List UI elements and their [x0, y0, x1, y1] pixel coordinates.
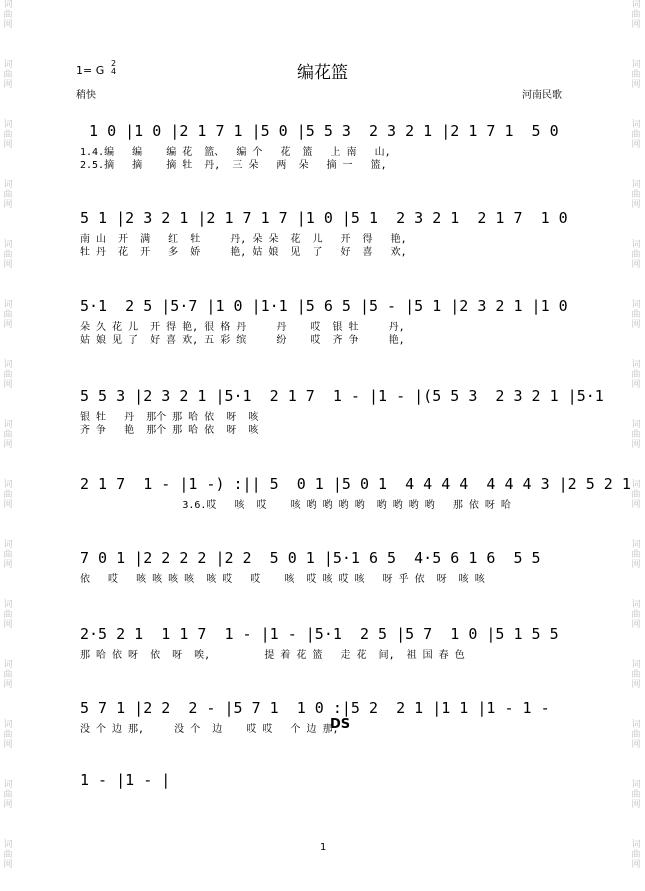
lyrics-verse-2: 姑 娘 见 了 好 喜 欢, 五 彩 缤 纷 哎 齐 争 艳, — [80, 335, 405, 346]
watermark-text: 词 曲 网 — [631, 720, 641, 750]
watermark-text: 词 曲 网 — [631, 480, 641, 510]
song-title: 编花篮 — [297, 63, 348, 83]
watermark-text: 词 曲 网 — [3, 480, 13, 510]
notes-line: 5 5 3 |2 3 2 1 |5·1 2 1 7 1 - |1 - |(5 5 3 2 3 2 1 |5·1 — [80, 387, 604, 405]
watermark-text: 词 曲 网 — [3, 180, 13, 210]
notes-line: 7 0 1 |2 2 2 2 |2 2 5 0 1 |5·1 6 5 4·5 6 1 6 5 5 — [80, 549, 541, 567]
watermark-text: 词 曲 网 — [3, 660, 13, 690]
watermark-right — [628, 0, 644, 891]
lyrics-verse-2: 齐 争 艳 那个 那 哈 依 呀 咳 — [80, 425, 259, 436]
key-signature: 1= G — [76, 64, 105, 77]
lyrics-verse-1: 依 哎 咳 咳 咳 咳 咳 哎 哎 咳 哎 咳 哎 咳 呀 乎 依 呀 咳 咳 — [80, 574, 485, 585]
notes-line: 2·5 2 1 1 1 7 1 - |1 - |5·1 2 5 |5 7 1 0 |5 1 5 5 — [80, 625, 559, 643]
watermark-text: 词 曲 网 — [3, 840, 13, 870]
watermark-text: 词 曲 网 — [631, 240, 641, 270]
watermark-text: 词 曲 网 — [3, 720, 13, 750]
watermark-text: 词 曲 网 — [631, 120, 641, 150]
notes-line: 1 - |1 - | — [80, 771, 171, 789]
watermark-text: 词 曲 网 — [631, 60, 641, 90]
lyrics-verse-2: 牡 丹 花 开 多 娇 艳, 姑 娘 见 了 好 喜 欢, — [80, 247, 407, 258]
watermark-text: 词 曲 网 — [3, 0, 13, 30]
lyrics-verse-1: 1.4.编 编 编 花 篮、 编 个 花 篮 上 南 山, — [80, 147, 391, 158]
meter-bottom: 4 — [111, 67, 117, 76]
watermark-text: 词 曲 网 — [631, 840, 641, 870]
watermark-text: 词 曲 网 — [3, 360, 13, 390]
watermark-left — [0, 0, 16, 891]
lyrics-verse-1: 3.6.哎 咳 哎 咳 哟 哟 哟 哟 哟 哟 哟 哟 那 依 呀 哈 — [80, 500, 511, 511]
song-origin: 河南民歌 — [522, 90, 562, 101]
lyrics-verse-2: 2.5.摘 摘 摘 牡 丹, 三 朵 两 朵 摘 一 篮, — [80, 160, 387, 171]
notes-line: 5·1 2 5 |5·7 |1 0 |1·1 |5 6 5 |5 - |5 1 |2 3 2 1 |1 0 — [80, 297, 568, 315]
watermark-text: 词 曲 网 — [631, 180, 641, 210]
notes-line: 1 0 |1 0 |2 1 7 1 |5 0 |5 5 3 2 3 2 1 |2 1 7 1 5 0 — [80, 122, 559, 140]
tempo-marking: 稍快 — [76, 90, 96, 101]
watermark-text: 词 曲 网 — [3, 420, 13, 450]
notes-line: 2 1 7 1 - |1 -) :|| 5 0 1 |5 0 1 4 4 4 4 4 4 4 3 |2 5 2 1 — [80, 475, 631, 493]
meter-top: 2 — [111, 59, 117, 68]
lyrics-verse-1: 南 山 开 满 红 牡 丹, 朵 朵 花 儿 开 得 艳, — [80, 234, 407, 245]
notes-line: 5 7 1 |2 2 2 - |5 7 1 1 0 :|5 2 2 1 |1 1 |1 - 1 - — [80, 699, 550, 717]
watermark-text: 词 曲 网 — [631, 780, 641, 810]
watermark-text: 词 曲 网 — [3, 600, 13, 630]
watermark-text: 词 曲 网 — [631, 540, 641, 570]
lyrics-verse-1: 银 牡 丹 那个 那 哈 依 呀 咳 — [80, 412, 259, 423]
watermark-text: 词 曲 网 — [3, 120, 13, 150]
lyrics-verse-1: 朵 久 花 儿 开 得 艳, 很 格 丹 丹 哎 银 牡 丹, — [80, 322, 405, 333]
watermark-text: 词 曲 网 — [3, 240, 13, 270]
watermark-text: 词 曲 网 — [3, 60, 13, 90]
watermark-text: 词 曲 网 — [3, 540, 13, 570]
watermark-text: 词 曲 网 — [631, 300, 641, 330]
watermark-text: 词 曲 网 — [631, 660, 641, 690]
watermark-text: 词 曲 网 — [3, 300, 13, 330]
watermark-text: 词 曲 网 — [631, 0, 641, 30]
page-number: 1 — [320, 842, 327, 853]
watermark-text: 词 曲 网 — [631, 600, 641, 630]
watermark-text: 词 曲 网 — [631, 420, 641, 450]
lyrics-verse-1: 那 哈 依 呀 依 呀 唉, 提 着 花 篮 走 花 间, 祖 国 春 色 — [80, 650, 465, 661]
lyrics-verse-1: 没 个 边 那, 没 个 边 哎 哎 个 边 那, — [80, 724, 339, 735]
watermark-text: 词 曲 网 — [3, 780, 13, 810]
dal-segno-mark: DS — [330, 717, 351, 732]
watermark-text: 词 曲 网 — [631, 360, 641, 390]
notes-line: 5 1 |2 3 2 1 |2 1 7 1 7 |1 0 |5 1 2 3 2 1 2 1 7 1 0 — [80, 209, 568, 227]
